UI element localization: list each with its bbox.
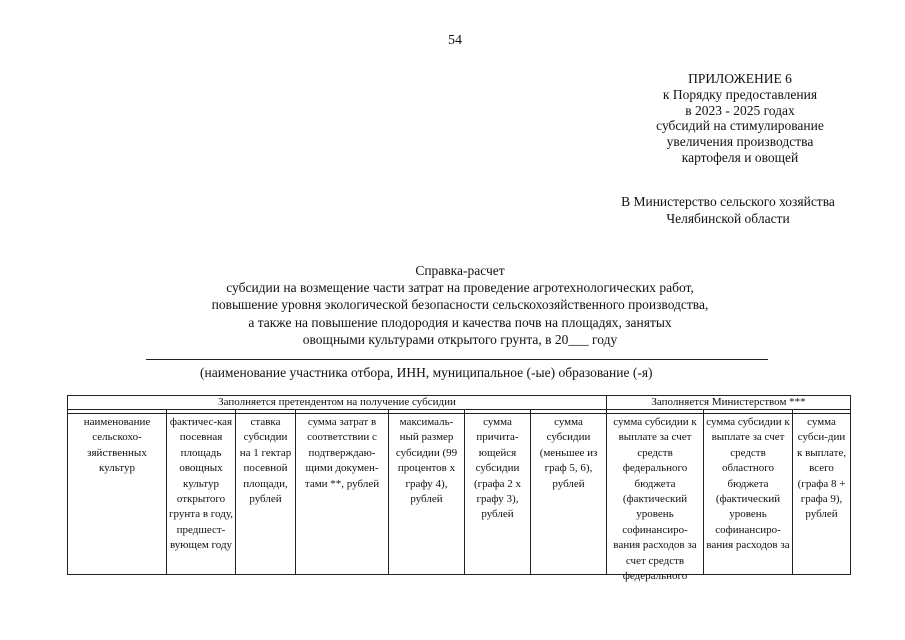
column-header-text: сумма причита-ющейся субсидии (графа 2 x графу 3), рублей (473, 416, 522, 521)
column-header (704, 414, 793, 575)
column-header (389, 414, 465, 575)
addressee-block (600, 193, 856, 227)
appendix-line: в 2023 - 2025 годах (685, 102, 795, 118)
column-header (607, 414, 704, 583)
appendix-line: субсидий на стимулирование (656, 118, 824, 134)
column-header-text: сумма субсидии к выплате за счет средств федерального бюджета (фактический уровень софинансиро-вания расходов за счет средств федерального (613, 416, 697, 583)
column-header-text: фактичес-кая посевная площадь овощных культур открытого грунта в году, предшест-вующем году (169, 416, 233, 552)
column-header (531, 414, 607, 575)
title-line: повышение уровня экологической безопасности сельскохозяйственного производства, (211, 297, 709, 313)
column-header (465, 414, 531, 575)
column-header (167, 414, 236, 575)
title-line: субсидии на возмещение части затрат на проведение агротехнологических работ, (226, 280, 694, 296)
column-header (236, 414, 296, 575)
column-header-text: сумма затрат в соответствии с подтверждаю-щими докумен-тами **, рублей (304, 416, 380, 490)
column-header-row (68, 414, 851, 575)
group-header-row (68, 396, 851, 410)
participant-fill-line (146, 359, 768, 360)
appendix-line: картофеля и овощей (681, 149, 799, 165)
column-header (793, 414, 851, 575)
column-header-text: ставка субсидии на 1 гектар посевной площади, рублей (239, 416, 292, 506)
column-header-text: сумма субсидии к выплате за счет средств областного бюджета (фактический уровень софинансиро-вания расходов за (706, 416, 790, 552)
addressee-line: В Министерство сельского хозяйства (621, 194, 835, 209)
subsidy-table-wrapper (67, 395, 850, 583)
page-number: 54 (448, 33, 462, 48)
ministry-group-header: Заполняется Министерством *** (607, 396, 851, 410)
column-header-text: сумма субсидии (меньшее из граф 5, 6), рублей (539, 416, 598, 490)
title-line: овощными культурами открытого грунта, в 20___ году (302, 331, 618, 347)
subsidy-calculation-table (67, 395, 851, 583)
column-header-text: сумма субси-дии к выплате, всего (графа 8 + графа 9), рублей (796, 416, 847, 521)
participant-caption: (наименование участника отбора, ИНН, муниципальное (-ые) образование (-я) (200, 365, 653, 380)
addressee-line: Челябинской области (666, 211, 790, 226)
title-line: Справка-расчет (415, 263, 505, 278)
appendix-line: увеличения производства (666, 134, 814, 150)
column-header (68, 414, 167, 575)
column-header (296, 414, 389, 575)
document-title (120, 262, 800, 348)
column-header-text: максималь-ный размер субсидии (99 процентов x графу 4), рублей (395, 416, 458, 506)
appendix-heading (612, 71, 868, 166)
title-line: а также на повышение плодородия и качества почв на площадях, занятых (248, 314, 672, 330)
appendix-line: ПРИЛОЖЕНИЕ 6 (688, 71, 792, 86)
appendix-line: к Порядку предоставления (662, 86, 818, 102)
applicant-group-header: Заполняется претендентом на получение субсидии (68, 396, 607, 410)
column-header-text: наименование сельскохо-зяйственных культур (83, 416, 151, 475)
